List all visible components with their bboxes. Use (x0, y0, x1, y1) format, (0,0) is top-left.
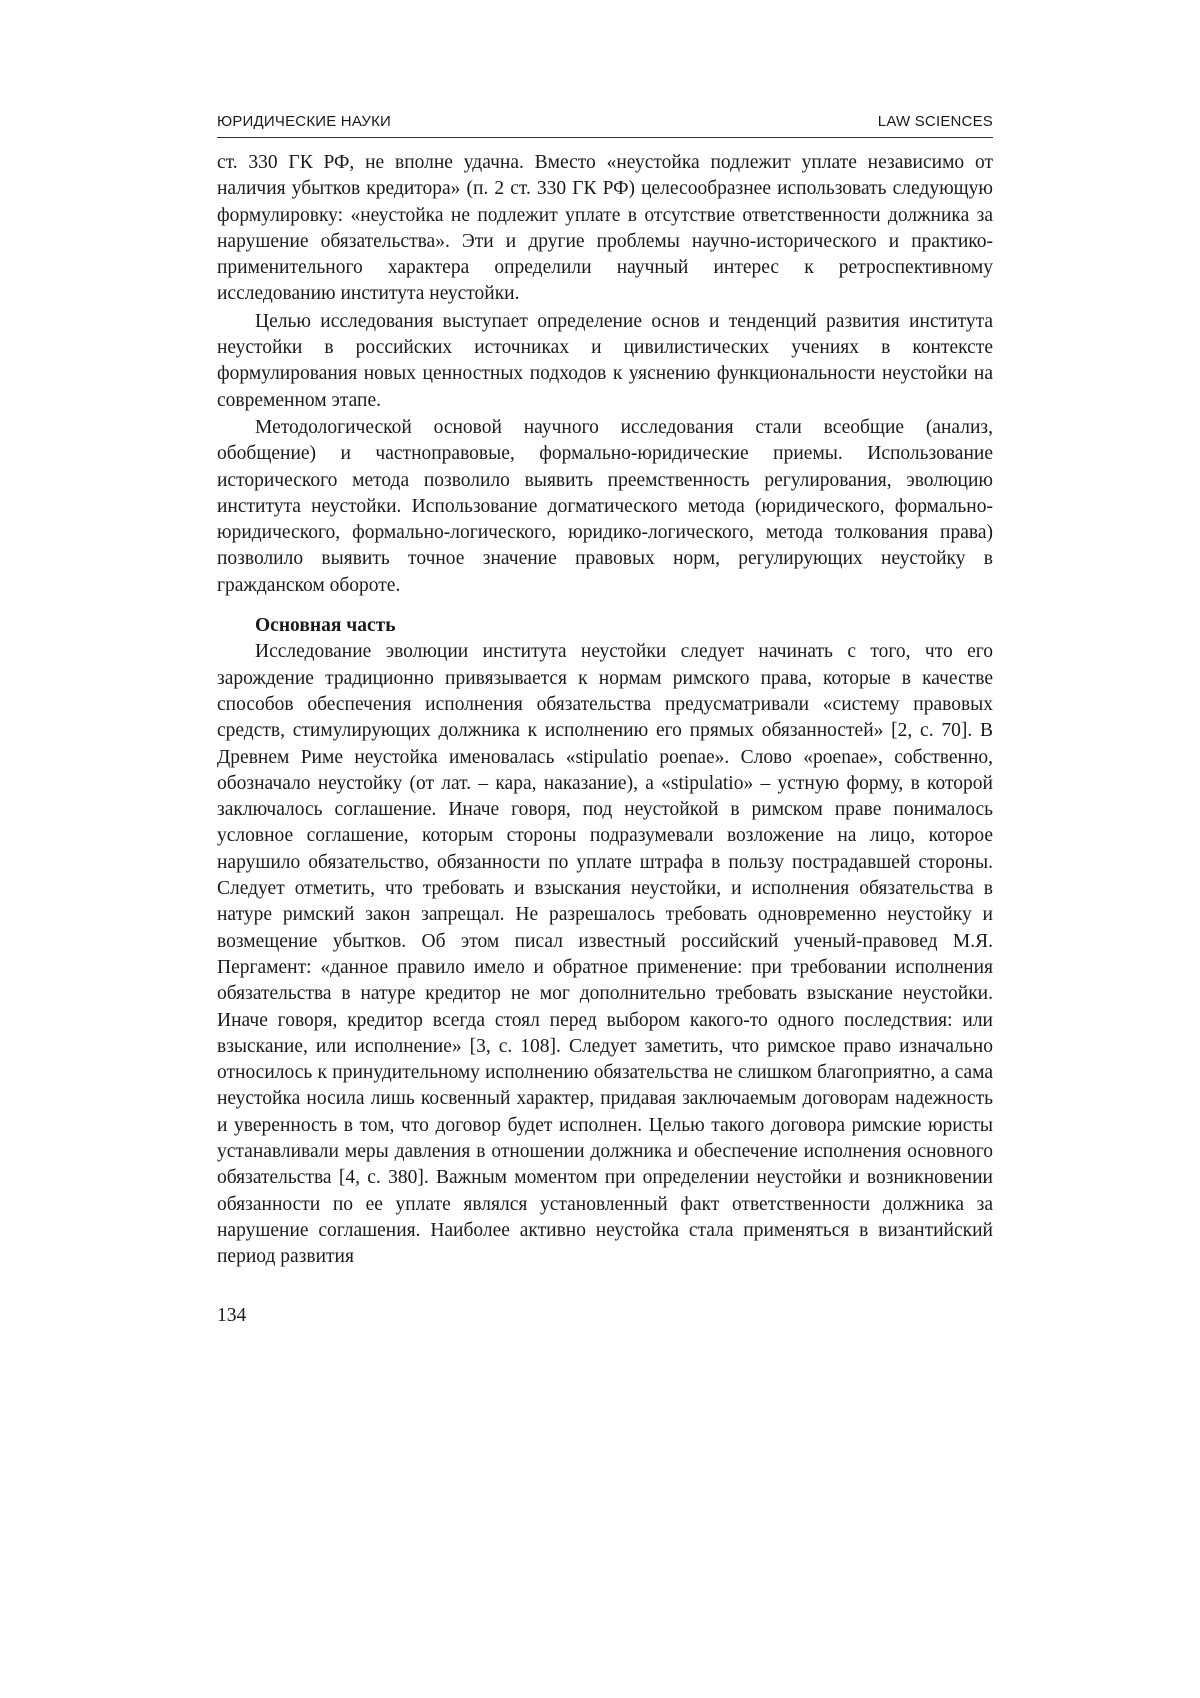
page-number: 134 (217, 1305, 246, 1327)
paragraph-methodology: Методологической основой научного исследования стали всеобщие (анализ, обобщение) и частноправовые, формально-юридические приемы. Использование исторического метода позволило выявить преемственность регулирования, эволюцию института неустойки. Использование догматического метода (юридического, формально-юридического, формально-логического, юридико-логического, метода толкования права) позволило выявить точное значение правовых норм, регулирующих неустойку в гражданском обороте. (217, 415, 993, 599)
paragraph-continuation: ст. 330 ГК РФ, не вполне удачна. Вместо «неустойка подлежит уплате независимо от наличия убытков кредитора» (п. 2 ст. 330 ГК РФ) целесообразнее использовать следующую формулировку: «неустойка не подлежит уплате в отсутствие ответственности должника за нарушение обязательства». Эти и другие проблемы научно-исторического и практико-применительного характера определили научный интерес к ретроспективному исследованию института неустойки. (217, 150, 993, 308)
running-header (217, 113, 993, 138)
paragraph-main-part: Исследование эволюции института неустойки следует начинать с того, что его зарождение традиционно привязывается к нормам римского права, которые в качестве способов обеспечения исполнения обязательства предусматривали «систему правовых средств, стимулирующих должника к исполнению его прямых обязанностей» [2, с. 70]. В Древнем Риме неустойка именовалась «stipulatio poenae». Слово «poenae», собственно, обозначало неустойку (от лат. – кара, наказание), а «stipulatio» – устную форму, в которой заключалось соглашение. Иначе говоря, под неустойкой в римском праве понималось условное соглашение, которым стороны подразумевали возложение на лицо, которое нарушило обязательство, обязанности по уплате штрафа в пользу пострадавшей стороны. Следует отметить, что требовать и взыскания неустойки, и исполнения обязательства в натуре римский закон запрещал. Не разрешалось требовать одновременно неустойку и возмещение убытков. Об этом писал известный российский ученый-правовед М.Я. Пергамент: «данное правило имело и обратное применение: при требовании исполнения обязательства в натуре кредитор не мог дополнительно требовать взыскание неустойки. Иначе говоря, кредитор всегда стоял перед выбором какого-то одного последствия: или взыскание, или исполнение» [3, с. 108]. Следует заметить, что римское право изначально относилось к принудительному исполнению обязательства не слишком благоприятно, а сама неустойка носила лишь косвенный характер, придавая заключаемым договорам надежность и уверенность в том, что договор будет исполнен. Целью такого договора римские юристы устанавливали меры давления в отношении должника и обеспечение исполнения основного обязательства [4, с. 380]. Важным моментом при определении неустойки и возникновении обязанности по ее уплате являлся установленный факт ответственности должника за нарушение соглашения. Наиболее активно неустойка стала применяться в византийский период развития (217, 639, 993, 1270)
paragraph-research-goal: Целью исследования выступает определение основ и тенденций развития института неустойки в российских источниках и цивилистических учениях в контексте формулирования новых ценностных подходов к уяснению функциональности неустойки на современном этапе. (217, 309, 993, 414)
article-body (217, 150, 993, 1270)
section-heading: Основная часть (217, 613, 993, 639)
header-journal-section-ru: ЮРИДИЧЕСКИЕ НАУКИ (217, 113, 391, 130)
header-journal-section-en: LAW SCIENCES (878, 113, 993, 130)
